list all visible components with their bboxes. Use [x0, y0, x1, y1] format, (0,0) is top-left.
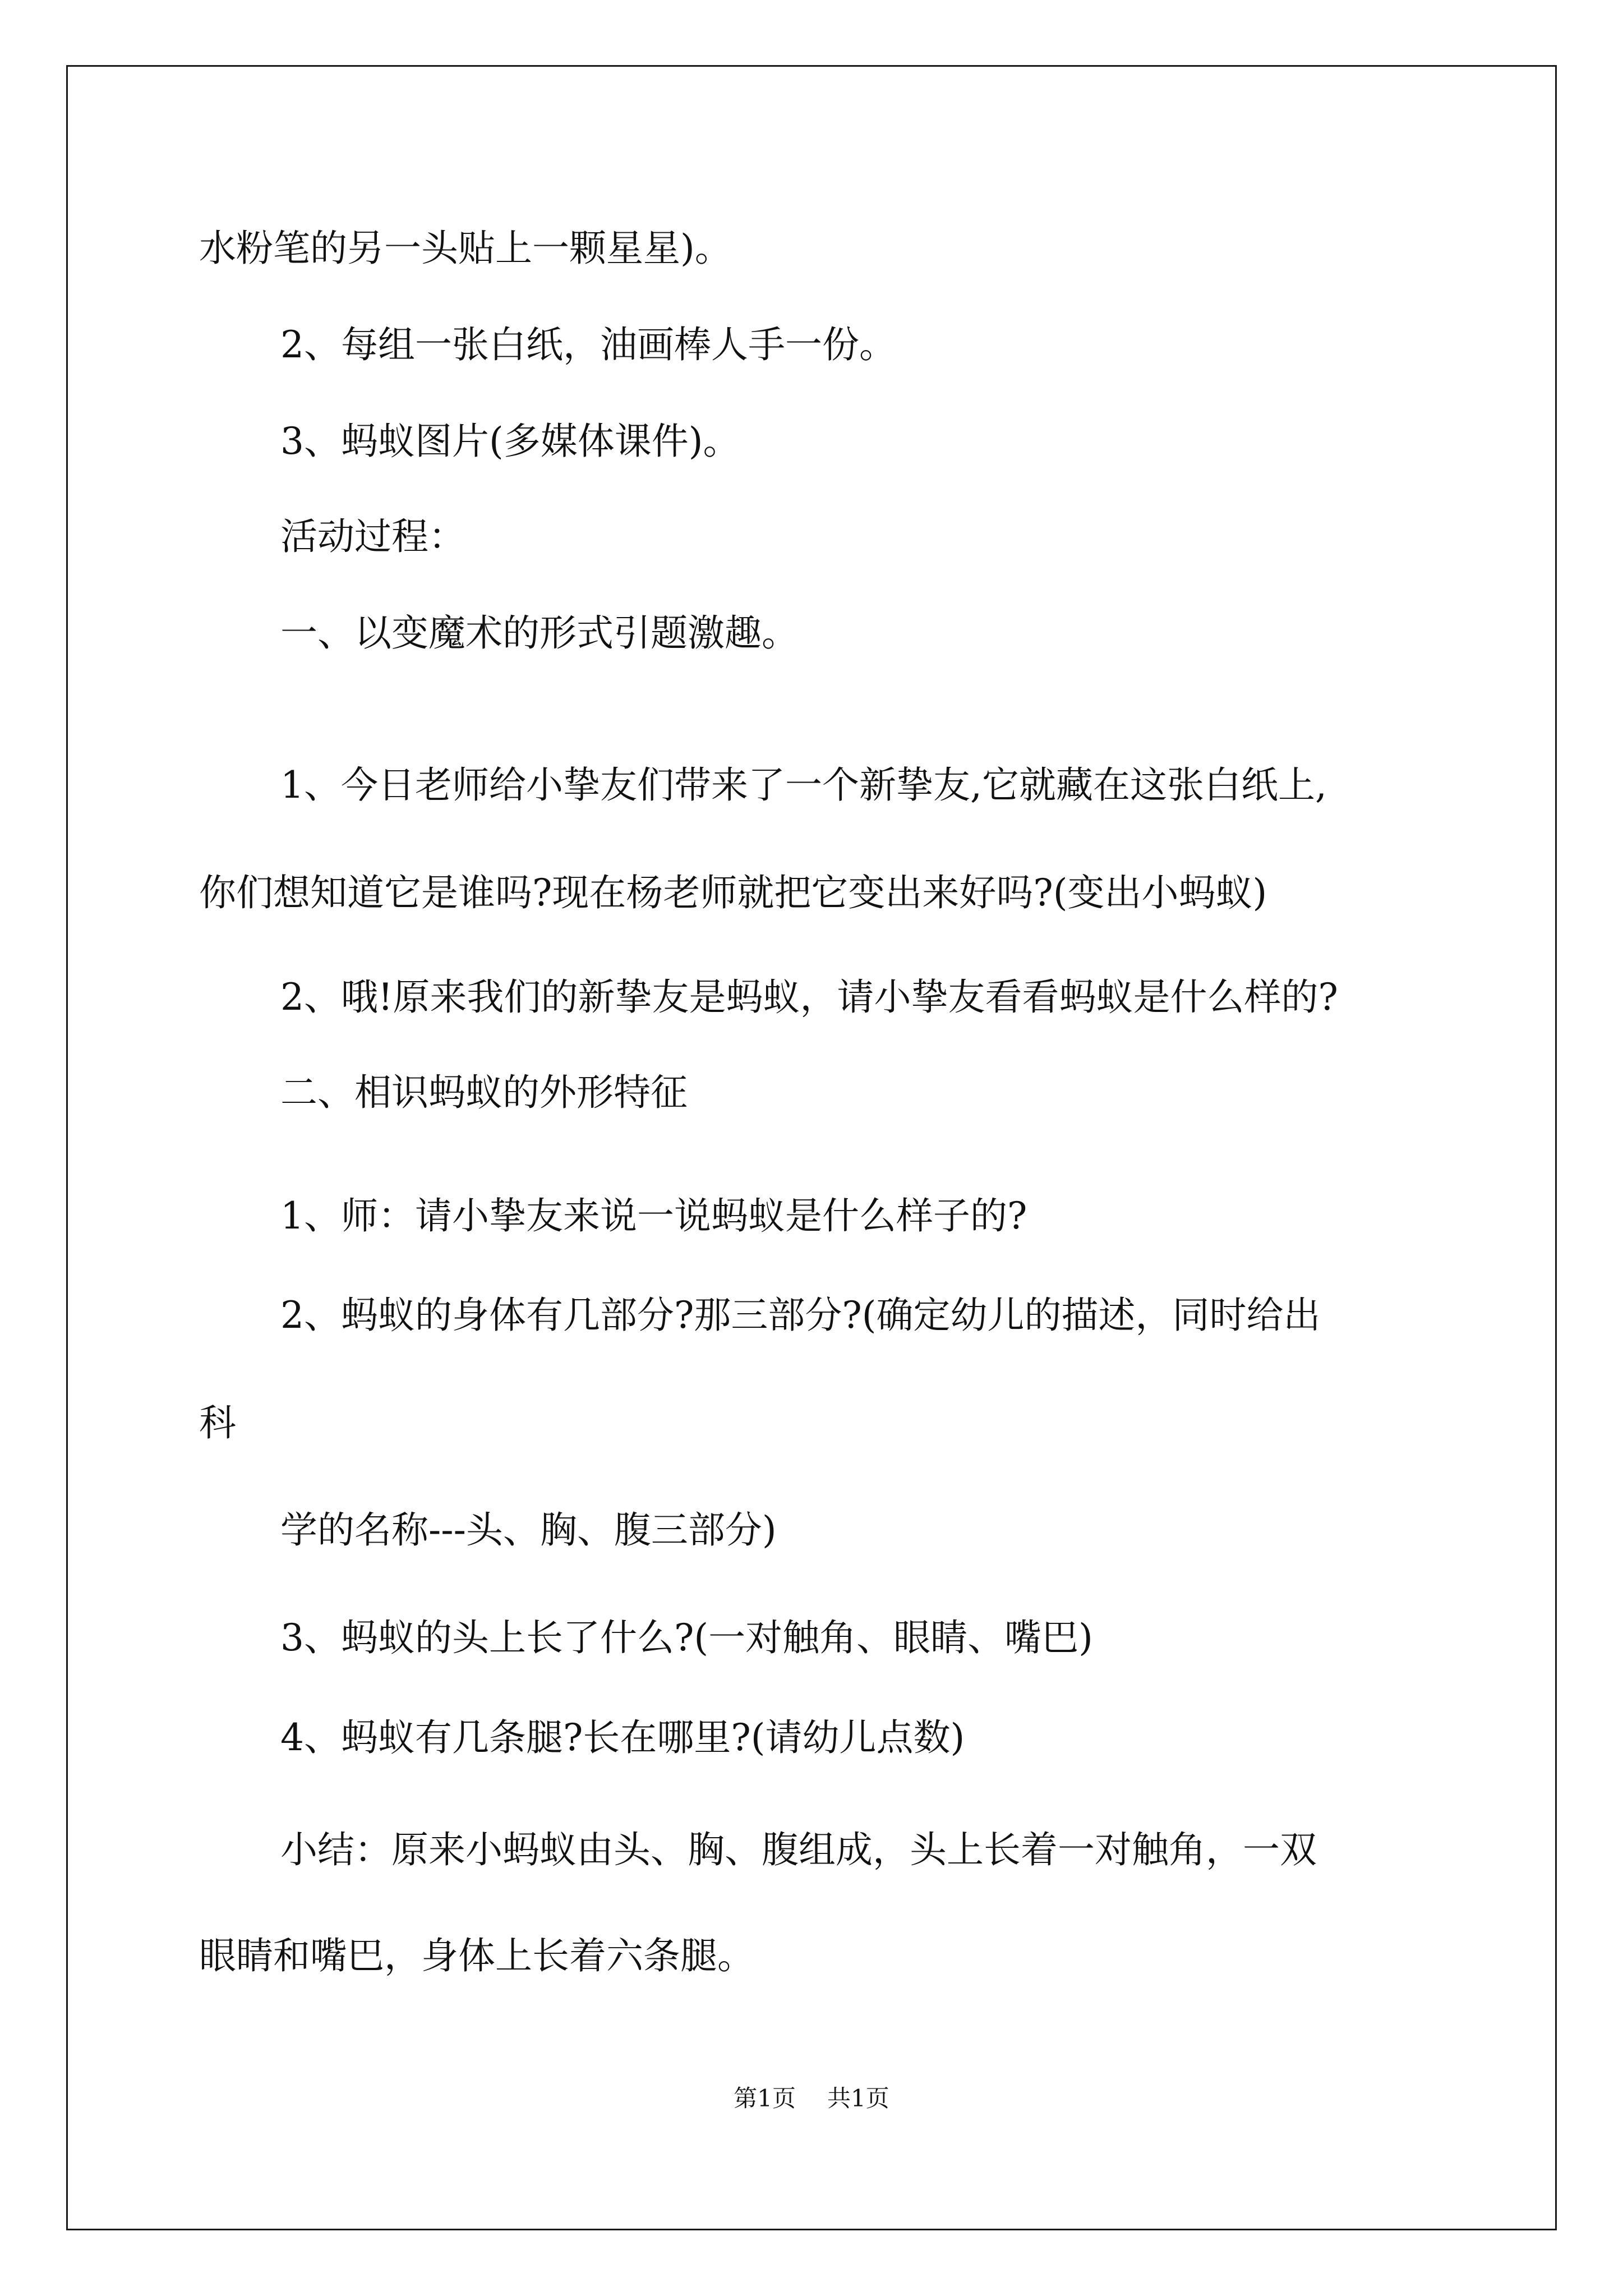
paragraph-line: 2、哦!原来我们的新挚友是蚂蚁，请小挚友看看蚂蚁是什么样的? — [280, 976, 1338, 1019]
paragraph-line: 2、蚂蚁的身体有几部分?那三部分?(确定幼儿的描述，同时给出 — [280, 1294, 1321, 1337]
page-footer — [0, 2085, 1623, 2113]
section-heading: 二、相识蚂蚁的外形特征 — [280, 1071, 688, 1114]
page-border — [66, 65, 1557, 2230]
paragraph-line: 1、师：请小挚友来说一说蚂蚁是什么样子的? — [280, 1194, 1027, 1237]
paragraph-line: 学的名称---头、胸、腹三部分) — [280, 1508, 777, 1552]
section-heading: 一、以变魔术的形式引题激趣。 — [280, 611, 799, 655]
paragraph-line: 眼睛和嘴巴，身体上长着六条腿。 — [199, 1934, 754, 1977]
paragraph-line: 2、每组一张白纸，油画棒人手一份。 — [280, 323, 896, 366]
section-heading: 活动过程： — [280, 515, 465, 558]
page-number: 第1页 — [734, 2085, 796, 2112]
paragraph-line: 小结：原来小蚂蚁由头、胸、腹组成，头上长着一对触角，一双 — [280, 1828, 1317, 1871]
paragraph-line: 1、今日老师给小挚友们带来了一个新挚友,它就藏在这张白纸上, — [280, 763, 1327, 807]
paragraph-line: 3、蚂蚁的头上长了什么?(一对触角、眼睛、嘴巴) — [280, 1616, 1093, 1659]
paragraph-line: 4、蚂蚁有几条腿?长在哪里?(请幼儿点数) — [280, 1716, 965, 1759]
paragraph-line: 你们想知道它是谁吗?现在杨老师就把它变出来好吗?(变出小蚂蚁) — [199, 871, 1267, 914]
paragraph-line: 水粉笔的另一头贴上一颗星星)。 — [199, 227, 732, 270]
paragraph-line: 3、蚂蚁图片(多媒体课件)。 — [280, 420, 740, 463]
paragraph-line: 科 — [199, 1401, 236, 1444]
page-total: 共1页 — [827, 2085, 889, 2112]
